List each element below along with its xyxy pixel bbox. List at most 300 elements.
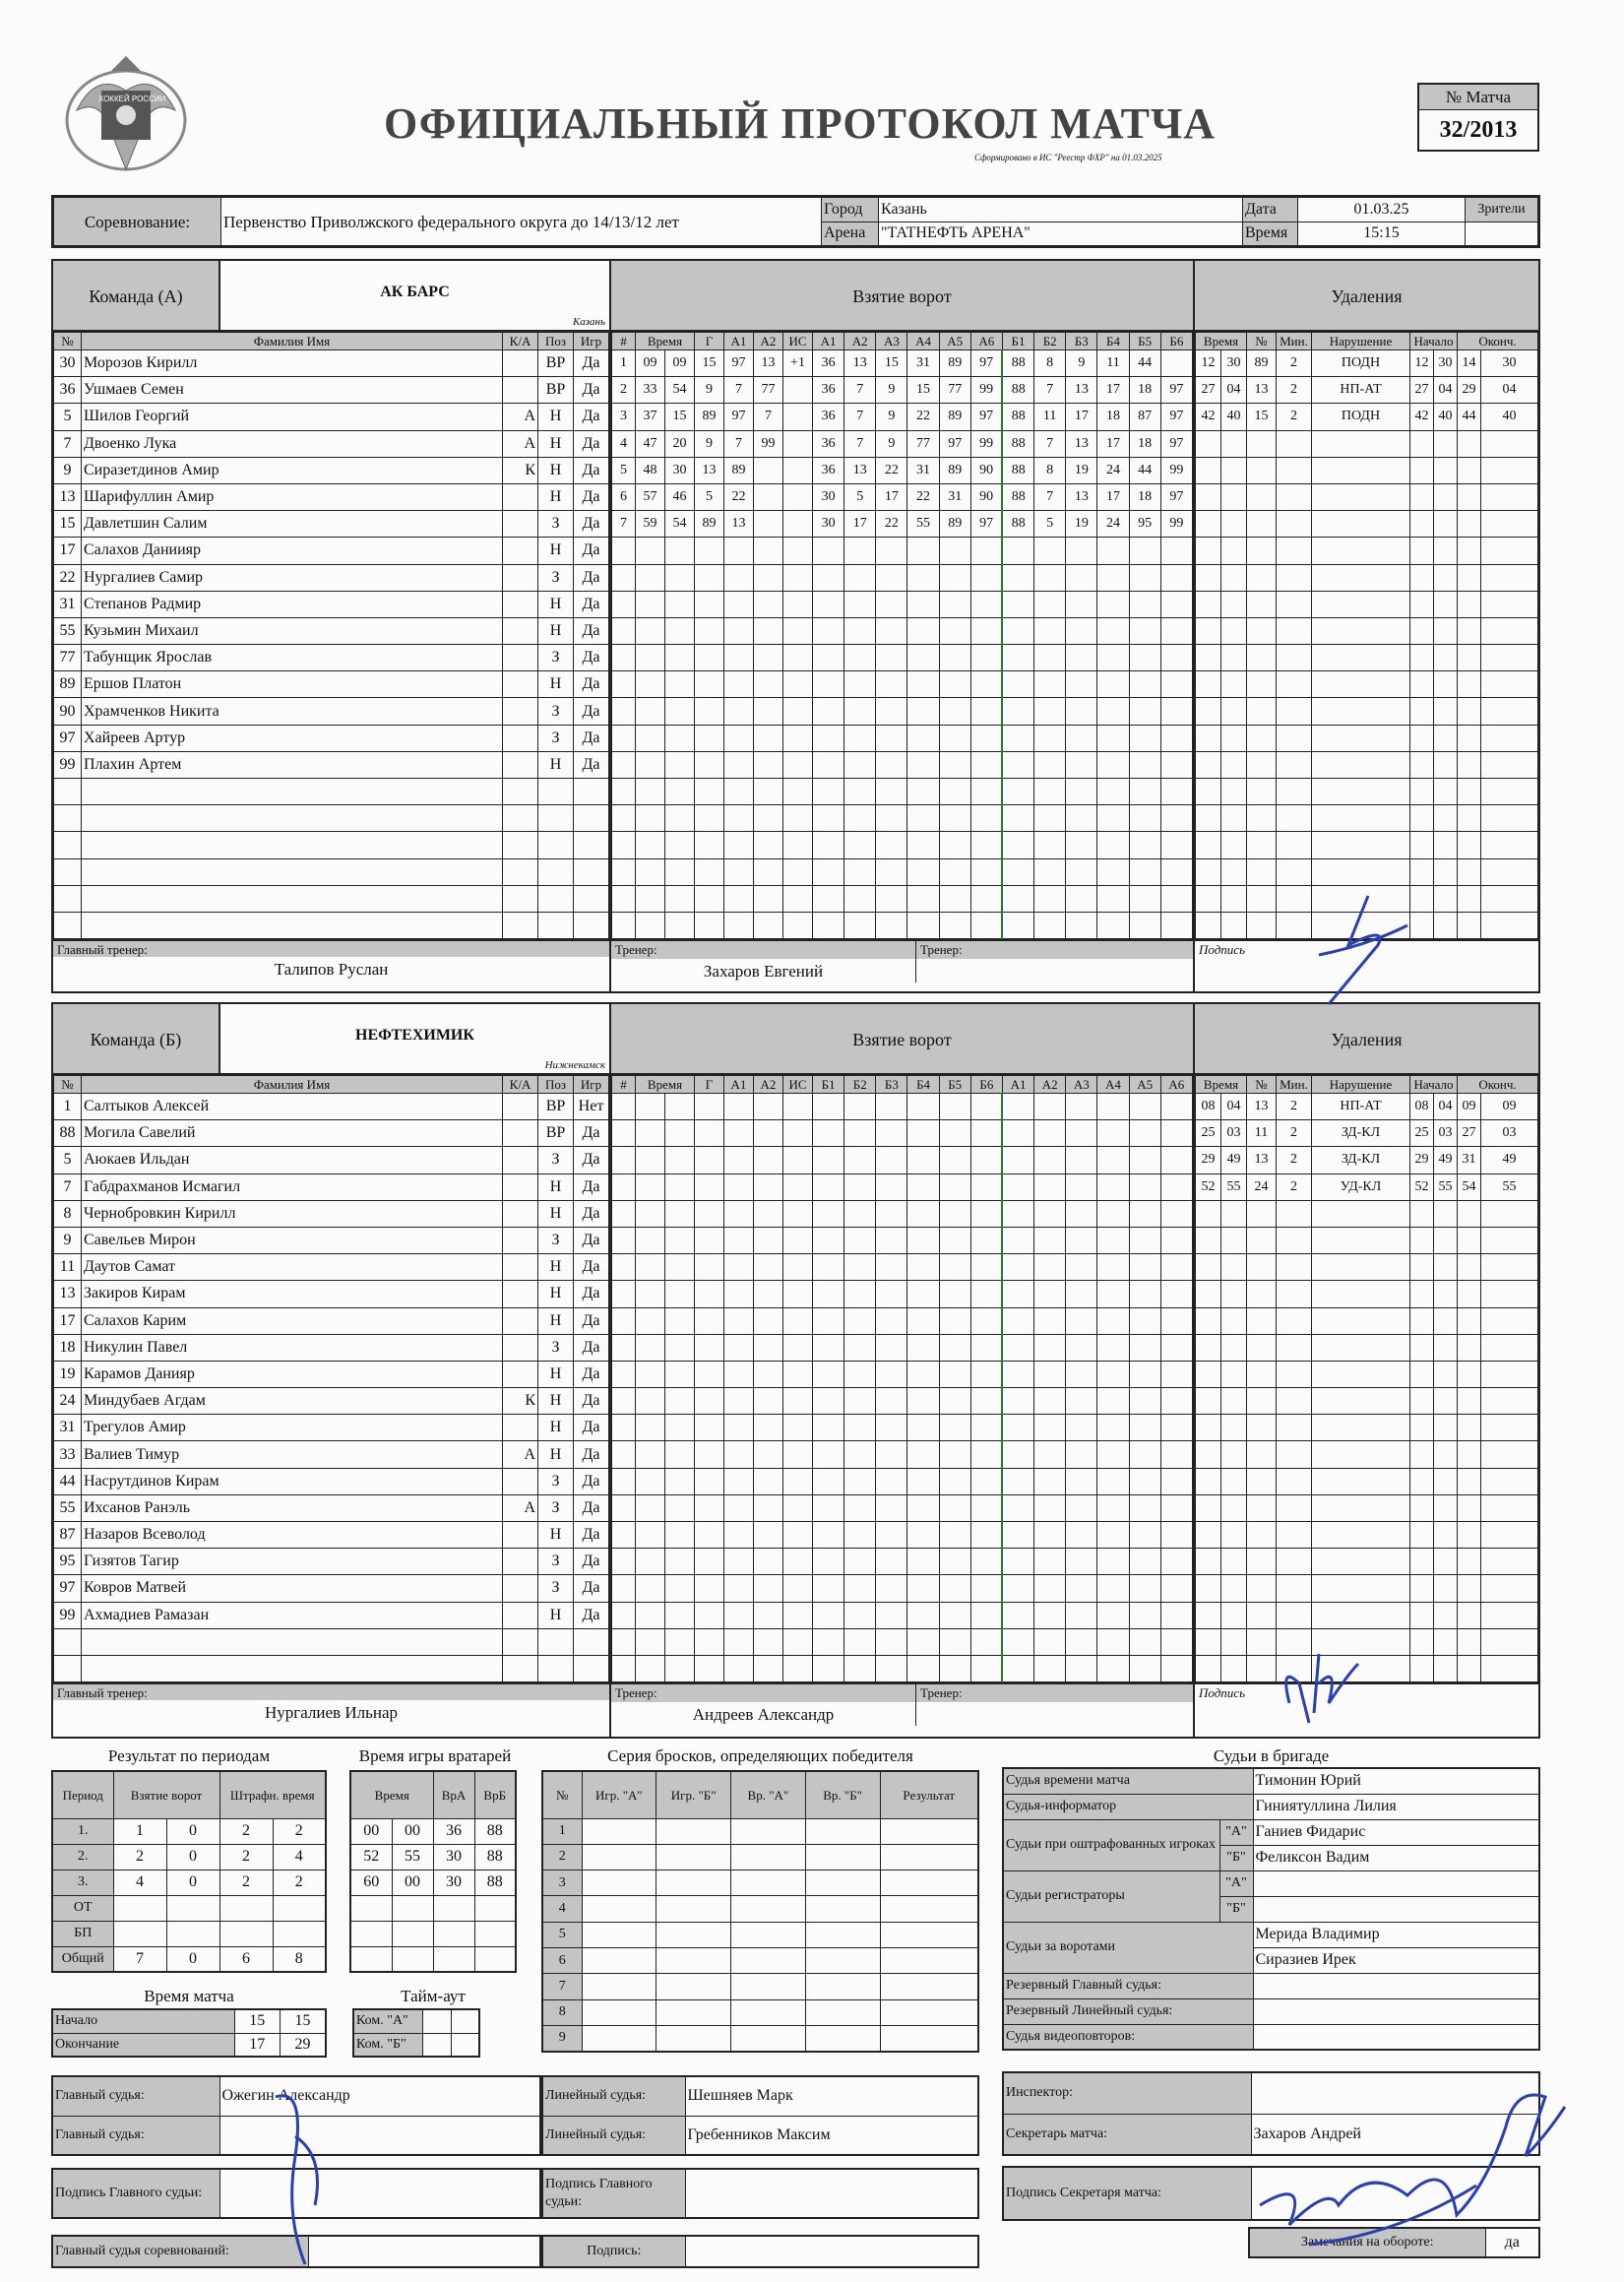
- shootout-num: 5: [542, 1922, 582, 1947]
- goal-col-header: А1: [724, 333, 754, 350]
- goal-cell: 57: [636, 483, 665, 510]
- informer: Гиниятуллина Лилия: [1253, 1794, 1539, 1819]
- player-role: [503, 1602, 538, 1628]
- pen-start-header: Начало: [1410, 333, 1458, 350]
- onice-cell: 97: [970, 511, 1002, 538]
- penalty-cell: 2: [1277, 377, 1312, 404]
- penalty-cell: 2: [1277, 350, 1312, 377]
- player-row: [54, 1147, 609, 1173]
- penalty-cell: 25: [1410, 1120, 1434, 1147]
- penalty-cell: 42: [1196, 404, 1221, 430]
- penalty-row: [1196, 404, 1538, 430]
- onice-cell: 9: [876, 404, 907, 430]
- penalty-cell: 13: [1247, 1147, 1277, 1173]
- player-playing: Да: [574, 725, 609, 751]
- shootout-header: Вр. "Б": [805, 1771, 880, 1818]
- player-playing: Да: [574, 1602, 609, 1628]
- chief-signature-label: Подпись:: [542, 2236, 685, 2267]
- player-role: А: [503, 1494, 538, 1521]
- goal-cell: [783, 457, 813, 483]
- player-row: [54, 779, 609, 805]
- onice-cell: 97: [939, 430, 970, 457]
- competition-label: Соревнование:: [54, 198, 221, 246]
- date: 01.03.25: [1298, 198, 1466, 222]
- player-position: Н: [538, 457, 574, 483]
- inspector-label: Инспектор:: [1003, 2072, 1251, 2114]
- player-role: А: [503, 430, 538, 457]
- head-coach: Нургалиев Ильнар: [264, 1703, 398, 1723]
- shootout-header: Вр. "А": [731, 1771, 806, 1818]
- penalty-cell: 29: [1458, 377, 1481, 404]
- onice-cell: 88: [1002, 404, 1033, 430]
- player-row: [54, 751, 609, 778]
- penalty-cell: 04: [1221, 1094, 1247, 1120]
- goal-row: [612, 645, 1193, 671]
- player-playing: Да: [574, 617, 609, 644]
- player-number: 17: [54, 1307, 82, 1334]
- player-row: [54, 350, 609, 377]
- goalie-cell: 55: [392, 1844, 433, 1870]
- timekeeper: Тимонин Юрий: [1253, 1768, 1539, 1794]
- player-name: Ихсанов Ранэль: [82, 1494, 503, 1521]
- player-row: [54, 805, 609, 832]
- player-role: К: [503, 457, 538, 483]
- penalty-row: [1196, 1307, 1538, 1334]
- player-position: З: [538, 564, 574, 591]
- onice-cell: 97: [1160, 404, 1192, 430]
- generated-note: Сформировано в ИС "Реестр ФХР" на 01.03.2025: [974, 153, 1162, 162]
- shootout-title: Серия бросков, определяющих победителя: [607, 1746, 913, 1765]
- onice-cell: 18: [1129, 377, 1160, 404]
- player-position: З: [538, 1468, 574, 1494]
- onice-own-header: А2: [844, 333, 876, 350]
- player-role: [503, 1415, 538, 1441]
- shootout-row: [542, 1844, 978, 1870]
- penalty-row: [1196, 1575, 1538, 1602]
- shootout-num: 6: [542, 1947, 582, 1973]
- onice-cell: 15: [876, 350, 907, 377]
- pen-col-header: Мин.: [1277, 1076, 1312, 1094]
- goal-row: [612, 1602, 1193, 1628]
- player-role: [503, 564, 538, 591]
- player-row: [54, 1281, 609, 1307]
- remarks-label: Замечания на обороте:: [1249, 2228, 1485, 2257]
- player-row: [54, 698, 609, 725]
- player-row: [54, 1307, 609, 1334]
- player-row: [54, 1628, 609, 1655]
- player-number: 44: [54, 1468, 82, 1494]
- goal-num-header: #: [612, 333, 636, 350]
- penalty-cell: 30: [1481, 350, 1538, 377]
- goal-cell: 5: [695, 483, 724, 510]
- player-role: [503, 1522, 538, 1549]
- player-row: [54, 912, 609, 938]
- onice-opp-header: А5: [1129, 1076, 1160, 1094]
- pen-col-header: №: [1247, 333, 1277, 350]
- goalies-title: Время игры вратарей: [358, 1746, 512, 1765]
- onice-cell: 99: [1160, 511, 1192, 538]
- onice-cell: 22: [907, 404, 939, 430]
- linesmen-box: [541, 2075, 979, 2156]
- onice-cell: 22: [876, 511, 907, 538]
- player-number: 99: [54, 1602, 82, 1628]
- goal-cell: 97: [724, 350, 754, 377]
- penalty-cell: 12: [1196, 350, 1221, 377]
- pen-time-header: Время: [1196, 333, 1247, 350]
- onice-cell: 17: [1066, 404, 1097, 430]
- player-playing: Да: [574, 1494, 609, 1521]
- goal-cell: 22: [724, 483, 754, 510]
- onice-own-header: А1: [813, 333, 844, 350]
- goal-row: [612, 1468, 1193, 1494]
- player-row: [54, 1522, 609, 1549]
- player-row: [54, 1173, 609, 1200]
- player-row: [54, 483, 609, 510]
- match-time-title: Время матча: [144, 1987, 234, 2005]
- onice-own-header: А6: [970, 333, 1002, 350]
- team-name: АК БАРС: [380, 284, 450, 300]
- goal-row: [612, 483, 1193, 510]
- player-row: [54, 832, 609, 858]
- player-number: 30: [54, 350, 82, 377]
- shootout-num: 3: [542, 1870, 582, 1896]
- head-ref-signature-box-2: [541, 2168, 979, 2219]
- onice-cell: 8: [1034, 457, 1066, 483]
- player-row: [54, 1441, 609, 1468]
- onice-cell: 97: [1160, 430, 1192, 457]
- player-playing: Да: [574, 1281, 609, 1307]
- onice-cell: 7: [1034, 377, 1066, 404]
- player-position: Н: [538, 1441, 574, 1468]
- onice-cell: 88: [1002, 430, 1033, 457]
- player-row: [54, 1254, 609, 1281]
- onice-cell: 17: [1097, 430, 1129, 457]
- goal-cell: [783, 404, 813, 430]
- onice-cell: 30: [813, 483, 844, 510]
- goal-row: [612, 617, 1193, 644]
- player-position: Н: [538, 483, 574, 510]
- player-name: Закиров Кирам: [82, 1281, 503, 1307]
- video-judge-label: Судья видеоповторов:: [1003, 2024, 1253, 2050]
- penalty-row: [1196, 538, 1538, 564]
- player-position: З: [538, 1147, 574, 1173]
- match-number-box: [1417, 83, 1539, 152]
- player-row: [54, 671, 609, 698]
- scorer-a-tag: "А": [1219, 1870, 1253, 1896]
- goalie-row: [350, 1870, 516, 1895]
- goal-cell: 47: [636, 430, 665, 457]
- onice-cell: 17: [1097, 483, 1129, 510]
- penalty-cell: 27: [1196, 377, 1221, 404]
- player-role: [503, 1254, 538, 1281]
- player-number: 9: [54, 457, 82, 483]
- player-number: 8: [54, 1200, 82, 1227]
- player-name: Салахов Даниияр: [82, 538, 503, 564]
- onice-own-header: Б1: [813, 1076, 844, 1094]
- player-number: 22: [54, 564, 82, 591]
- player-playing: Да: [574, 1549, 609, 1575]
- player-number: 36: [54, 377, 82, 404]
- player-role: [503, 1575, 538, 1602]
- player-name: Ушмаев Семен: [82, 377, 503, 404]
- player-position: Н: [538, 751, 574, 778]
- scorers-label: Судьи регистраторы: [1003, 1870, 1219, 1922]
- chief-signature-box: [541, 2235, 979, 2268]
- name-header: Фамилия Имя: [82, 1076, 503, 1094]
- coach-label: Тренер:: [611, 1684, 915, 1702]
- penalty-cell: ЗД-КЛ: [1312, 1147, 1410, 1173]
- penalty-cell: 12: [1410, 350, 1434, 377]
- num-header: №: [54, 1076, 82, 1094]
- goal-cell: 7: [754, 404, 783, 430]
- period-cell: 0: [166, 1946, 219, 1972]
- shootout-header: Игр. "Б": [656, 1771, 731, 1818]
- player-row: [54, 377, 609, 404]
- team-name: НЕФТЕХИМИК: [355, 1027, 474, 1044]
- player-playing: Да: [574, 591, 609, 617]
- coach-label: Тренер:: [611, 941, 915, 959]
- penalty-row: [1196, 1441, 1538, 1468]
- player-playing: Да: [574, 430, 609, 457]
- coach: Захаров Евгений: [703, 962, 824, 982]
- player-name: Плахин Артем: [82, 751, 503, 778]
- period-cell: 4: [113, 1870, 166, 1895]
- pen-end-header: Оконч.: [1458, 333, 1538, 350]
- penalty-row: [1196, 591, 1538, 617]
- goal-cell: 6: [612, 483, 636, 510]
- shootout-num: 4: [542, 1896, 582, 1922]
- team-city: Казань: [572, 316, 605, 328]
- onice-cell: 99: [970, 430, 1002, 457]
- penalties-title: Удаления: [1195, 1004, 1538, 1075]
- player-row: [54, 1655, 609, 1681]
- player-number: 97: [54, 1575, 82, 1602]
- player-playing: Да: [574, 404, 609, 430]
- player-name: Ковров Матвей: [82, 1575, 503, 1602]
- goal-col-header: Г: [695, 1076, 724, 1094]
- player-position: ВР: [538, 1120, 574, 1147]
- player-position: Н: [538, 430, 574, 457]
- shootout-header: Результат: [880, 1771, 978, 1818]
- signature-coach-a: [1309, 886, 1417, 1014]
- onice-opp-header: А1: [1002, 1076, 1033, 1094]
- penalty-cell: 49: [1434, 1147, 1458, 1173]
- penalty-cell: УД-КЛ: [1312, 1173, 1410, 1200]
- goalies-table: [349, 1770, 517, 1973]
- goal-cell: [783, 511, 813, 538]
- penalty-cell: 54: [1458, 1173, 1481, 1200]
- goal-cell: 9: [695, 377, 724, 404]
- goal-judge-2: Сиразиев Ирек: [1253, 1947, 1539, 1973]
- player-row: [54, 430, 609, 457]
- onice-cell: 7: [844, 430, 876, 457]
- period-cell: 7: [113, 1946, 166, 1972]
- onice-cell: 11: [1034, 404, 1066, 430]
- goal-cell: 59: [636, 511, 665, 538]
- penalty-row: [1196, 1415, 1538, 1441]
- penalty-cell: 11: [1247, 1120, 1277, 1147]
- penalty-row: [1196, 645, 1538, 671]
- goal-cell: 5: [612, 457, 636, 483]
- player-name: Валиев Тимур: [82, 1441, 503, 1468]
- player-role: [503, 1549, 538, 1575]
- goal-cell: 15: [665, 404, 695, 430]
- linesman-label-2: Линейный судья:: [542, 2116, 685, 2155]
- signature-label: Подпись: [1199, 1685, 1245, 1701]
- player-name: Нургалиев Самир: [82, 564, 503, 591]
- period-cell: 1.: [52, 1818, 113, 1844]
- linesman-label-1: Линейный судья:: [542, 2076, 685, 2116]
- onice-cell: 77: [939, 377, 970, 404]
- goalie-cell: 60: [350, 1870, 392, 1895]
- goal-row: [612, 1549, 1193, 1575]
- goal-cell: 54: [665, 511, 695, 538]
- onice-cell: 19: [1066, 511, 1097, 538]
- period-pim-header: Штрафн. время: [219, 1771, 326, 1818]
- penalty-row: [1196, 1494, 1538, 1521]
- player-row: [54, 725, 609, 751]
- goal-row: [612, 564, 1193, 591]
- player-row: [54, 1494, 609, 1521]
- head-ref-label-2: Главный судья:: [52, 2116, 219, 2155]
- onice-cell: 18: [1097, 404, 1129, 430]
- period-cell: [166, 1895, 219, 1921]
- penalty-cell: 24: [1247, 1173, 1277, 1200]
- player-number: 9: [54, 1227, 82, 1253]
- onice-cell: 17: [876, 483, 907, 510]
- goal-cell: [783, 483, 813, 510]
- player-position: З: [538, 511, 574, 538]
- player-playing: Да: [574, 751, 609, 778]
- player-name: Давлетшин Салим: [82, 511, 503, 538]
- penalty-row: [1196, 805, 1538, 832]
- goalie-cell: 88: [474, 1818, 516, 1844]
- player-role: [503, 671, 538, 698]
- penalty-cell: 25: [1196, 1120, 1221, 1147]
- scorer-b: [1253, 1896, 1539, 1922]
- onice-cell: 55: [907, 511, 939, 538]
- coach-label-2: Тренер:: [916, 1684, 1193, 1702]
- goal-row: [612, 1334, 1193, 1361]
- player-position: Н: [538, 538, 574, 564]
- player-playing: Да: [574, 1173, 609, 1200]
- player-role: [503, 1281, 538, 1307]
- goal-row: [612, 1388, 1193, 1415]
- player-playing: Да: [574, 483, 609, 510]
- goal-row: [612, 1120, 1193, 1147]
- goal-cell: 13: [754, 350, 783, 377]
- secretary-signature-label: Подпись Секретаря матча:: [1003, 2167, 1251, 2220]
- onice-cell: 44: [1129, 457, 1160, 483]
- onice-cell: 97: [970, 404, 1002, 430]
- penalty-cell: 03: [1221, 1120, 1247, 1147]
- player-row: [54, 1575, 609, 1602]
- onice-cell: 18: [1129, 483, 1160, 510]
- player-number: 89: [54, 671, 82, 698]
- onice-cell: 24: [1097, 457, 1129, 483]
- onice-opp-header: Б3: [1066, 333, 1097, 350]
- goal-cell: 54: [665, 377, 695, 404]
- penalty-cell: 03: [1481, 1120, 1538, 1147]
- penalty-row: [1196, 430, 1538, 457]
- penalty-cell: 29: [1410, 1147, 1434, 1173]
- player-number: 5: [54, 1147, 82, 1173]
- penalty-cell: 49: [1221, 1147, 1247, 1173]
- player-name: Двоенко Лука: [82, 430, 503, 457]
- player-role: [503, 617, 538, 644]
- player-role: [503, 725, 538, 751]
- pos-header: Поз: [538, 333, 574, 350]
- ka-header: К/А: [503, 333, 538, 350]
- shootout-row: [542, 1947, 978, 1973]
- signature-head-ref: [256, 2077, 354, 2274]
- period-cell: 2: [113, 1844, 166, 1870]
- penalty-cell: 2: [1277, 1147, 1312, 1173]
- onice-cell: 7: [844, 377, 876, 404]
- penalty-cell: 13: [1247, 1094, 1277, 1120]
- penalty-row: [1196, 511, 1538, 538]
- num-header: №: [54, 333, 82, 350]
- goalie-cell: 36: [433, 1818, 474, 1844]
- player-number: 17: [54, 538, 82, 564]
- penalty-row: [1196, 1200, 1538, 1227]
- player-name: Сиразетдинов Амир: [82, 457, 503, 483]
- goal-row: [612, 350, 1193, 377]
- penalty-cell: 30: [1434, 350, 1458, 377]
- goal-time-header: Время: [636, 1076, 695, 1094]
- goal-time-header: Время: [636, 333, 695, 350]
- goal-row: [612, 1441, 1193, 1468]
- player-row: [54, 1334, 609, 1361]
- penalty-cell: 2: [1277, 404, 1312, 430]
- onice-opp-header: Б2: [1034, 333, 1066, 350]
- head-ref-signature-label-2: Подпись Главного судьи:: [542, 2169, 685, 2218]
- spectators-label: Зрители: [1466, 198, 1538, 222]
- penalty-row: [1196, 1147, 1538, 1173]
- player-playing: Да: [574, 645, 609, 671]
- player-name: Аюкаев Ильдан: [82, 1147, 503, 1173]
- penalty-box-judges-label: Судьи при оштрафованных игроках: [1003, 1819, 1219, 1870]
- player-playing: Да: [574, 1334, 609, 1361]
- onice-cell: 31: [939, 483, 970, 510]
- player-name: Кузьмин Михаил: [82, 617, 503, 644]
- player-number: 19: [54, 1361, 82, 1387]
- penalty-row: [1196, 832, 1538, 858]
- penalty-cell: 09: [1481, 1094, 1538, 1120]
- coach-label-2: Тренер:: [916, 941, 1193, 959]
- period-row: [52, 1818, 326, 1844]
- player-playing: Да: [574, 511, 609, 538]
- goal-row: [612, 1307, 1193, 1334]
- player-playing: Да: [574, 350, 609, 377]
- goal-row: [612, 885, 1193, 912]
- onice-opp-header: А4: [1097, 1076, 1129, 1094]
- onice-cell: 89: [939, 404, 970, 430]
- player-role: [503, 1468, 538, 1494]
- penalty-cell: 08: [1196, 1094, 1221, 1120]
- player-row: [54, 538, 609, 564]
- goal-row: [612, 538, 1193, 564]
- player-role: [503, 698, 538, 725]
- time: 15:15: [1298, 222, 1466, 246]
- ka-header: К/А: [503, 1076, 538, 1094]
- goal-num-header: #: [612, 1076, 636, 1094]
- goal-cell: [783, 430, 813, 457]
- player-playing: Да: [574, 1415, 609, 1441]
- shootout-header: №: [542, 1771, 582, 1818]
- head-coach-label: Главный тренер:: [53, 939, 609, 957]
- player-row: [54, 1200, 609, 1227]
